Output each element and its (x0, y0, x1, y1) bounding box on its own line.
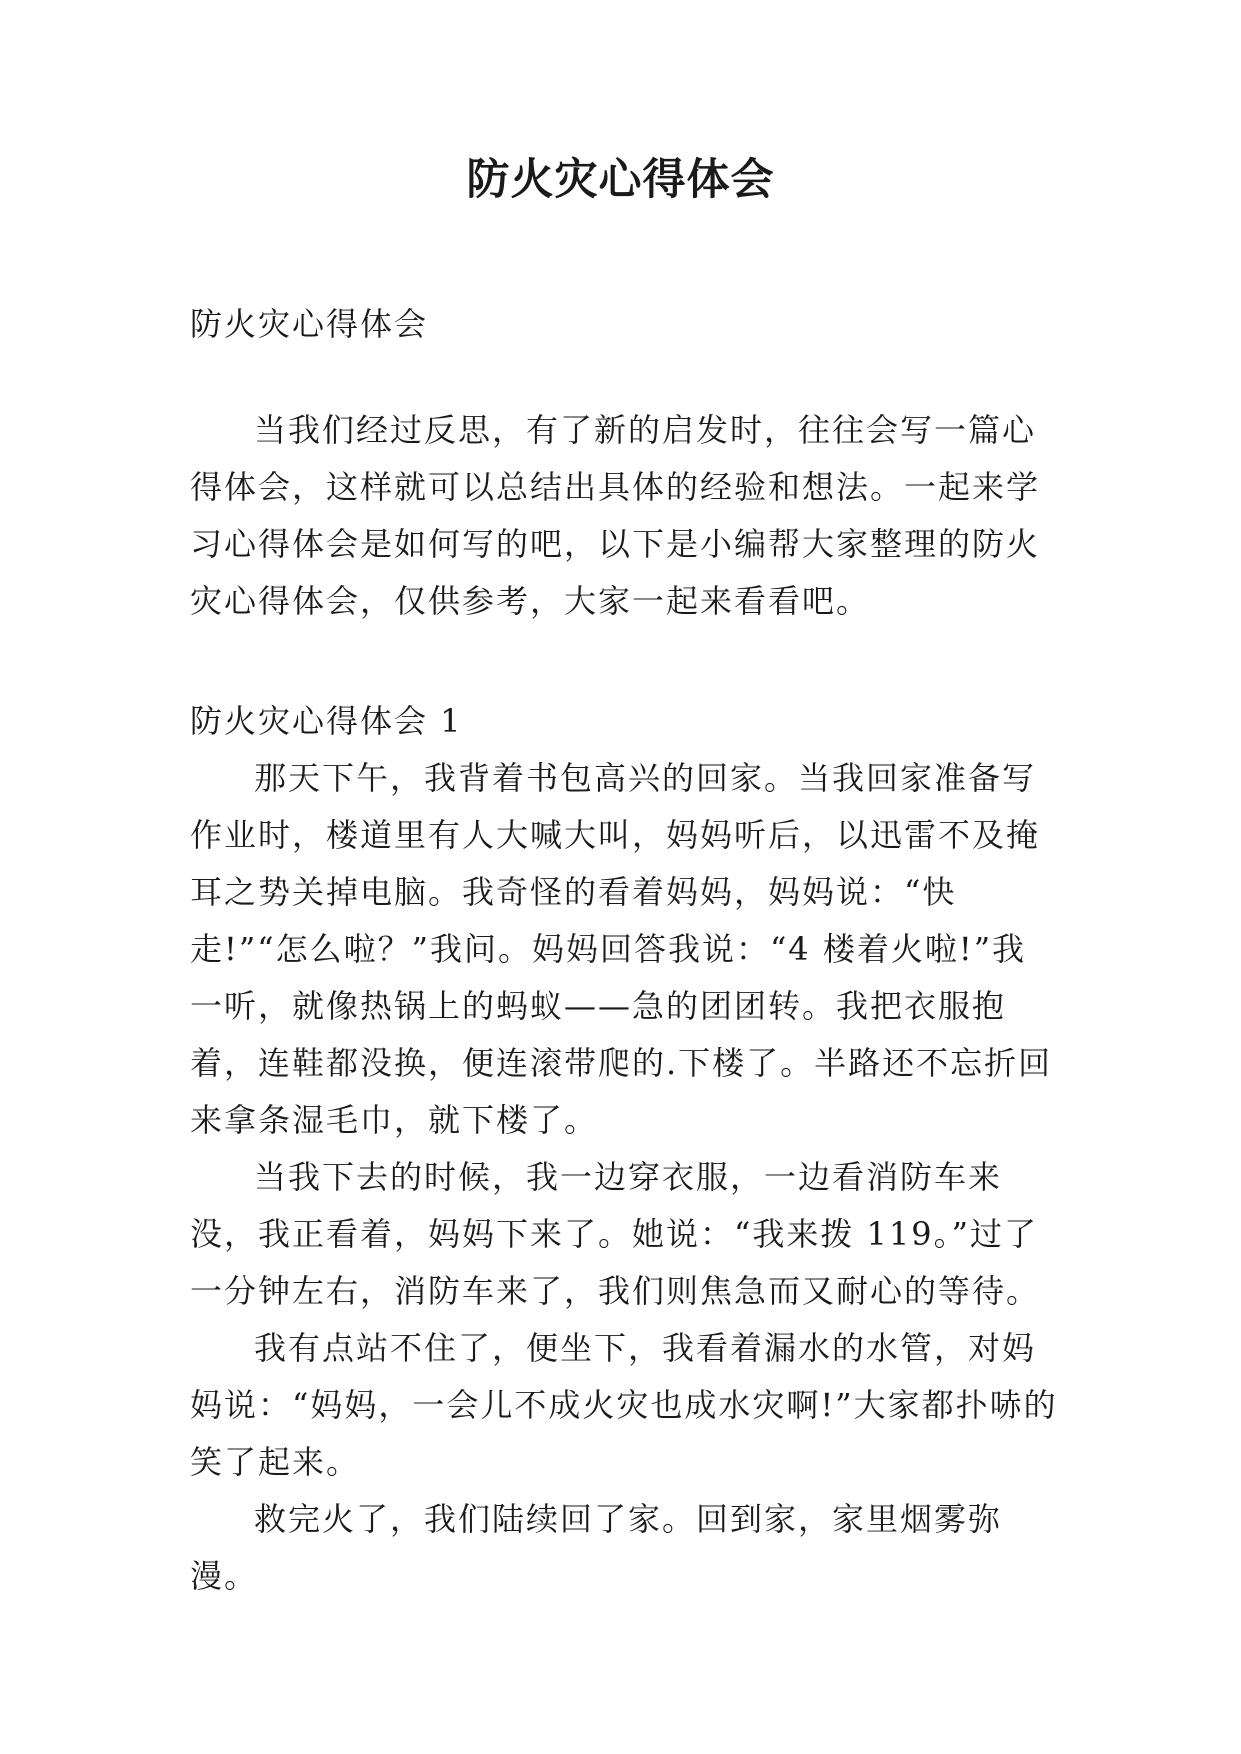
section-1-heading: 防火灾心得体会 1 (190, 702, 463, 740)
section-1-paragraph-1: 那天下午，我背着书包高兴的回家。当我回家准备写作业时，楼道里有人大喊大叫，妈妈听后，以迅雷不及掩耳之势关掉电脑。我奇怪的看着妈妈，妈妈说：“快走!”“怎么啦？”我问。妈妈回答我说：“4 楼着火啦!”我一听，就像热锅上的蚂蚁——急的团团转。我把衣服抱着，连鞋都没换，便连滚带爬的.下楼了。半路还不忘折回来拿条湿毛巾，就下楼了。 (190, 759, 1053, 1139)
section-1 (190, 693, 1060, 1605)
document-title: 防火灾心得体会 (466, 155, 775, 205)
intro-paragraph: 当我们经过反思，有了新的启发时，往往会写一篇心得体会，这样就可以总结出具体的经验和想法。一起来学习心得体会是如何写的吧，以下是小编帮大家整理的防火灾心得体会，仅供参考，大家一起来看看吧。 (190, 411, 1041, 620)
section-1-paragraph-3: 我有点站不住了，便坐下，我看着漏水的水管，对妈妈说：“妈妈，一会儿不成火灾也成水灾啊!”大家都扑哧的笑了起来。 (190, 1329, 1058, 1481)
subtitle-text: 防火灾心得体会 (190, 305, 429, 343)
document-subtitle (190, 296, 1060, 353)
section-1-paragraph-4: 救完火了，我们陆续回了家。回到家，家里烟雾弥漫。 (190, 1500, 1003, 1595)
section-1-paragraph-2: 当我下去的时候，我一边穿衣服，一边看消防车来没，我正看着，妈妈下来了。她说：“我来拨 119。”过了一分钟左右，消防车来了，我们则焦急而又耐心的等待。 (190, 1158, 1041, 1310)
intro-block (190, 402, 1060, 630)
